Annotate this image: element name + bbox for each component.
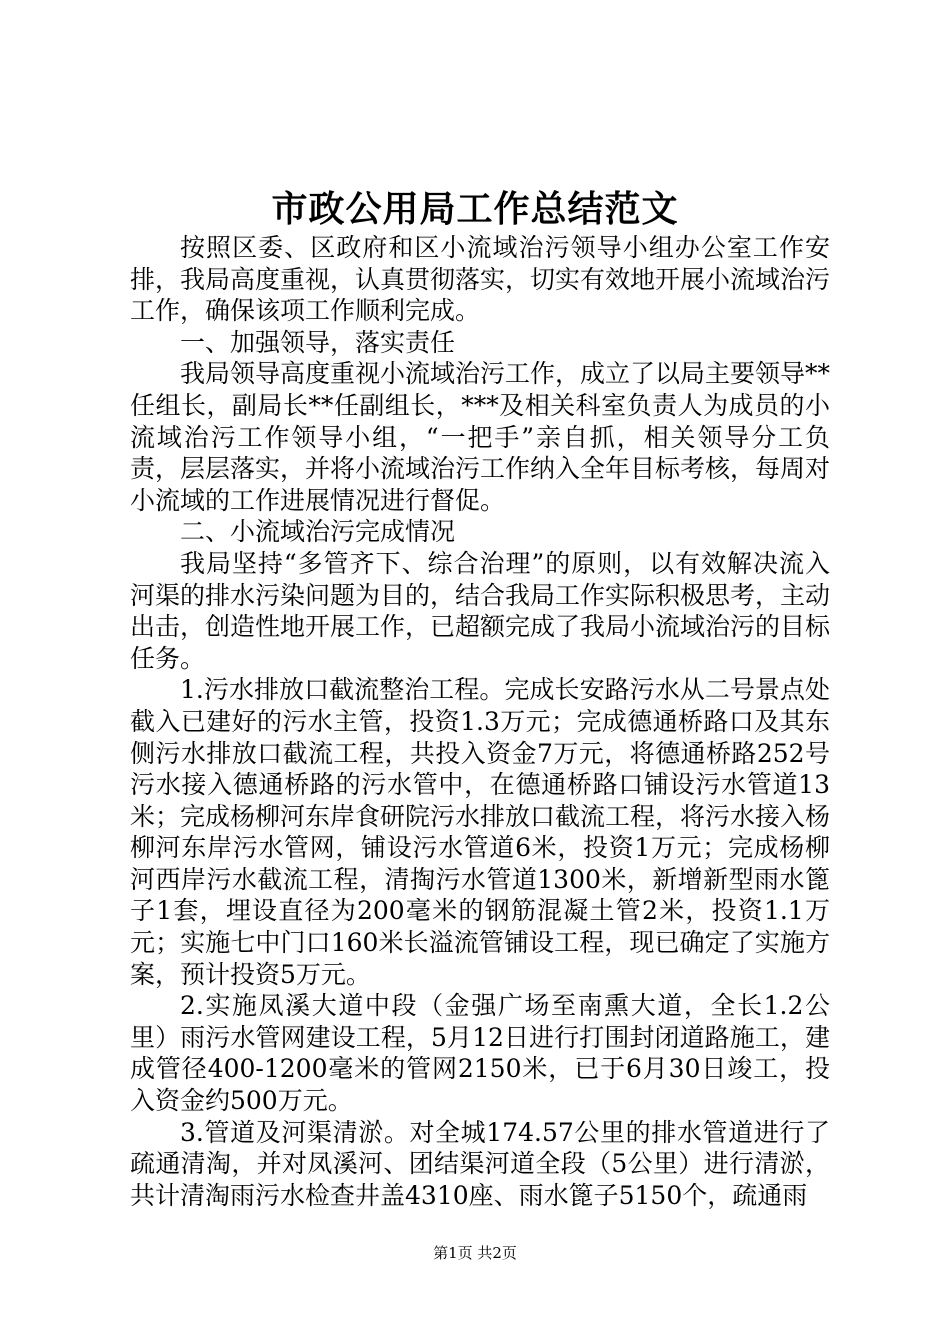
document-body — [130, 232, 830, 1211]
section-heading-2: 二、小流域治污完成情况 — [180, 517, 456, 547]
paragraph-principle: 我局坚持“多管齐下、综合治理”的原则，以有效解决流入河渠的排水污染问题为目的，结合我局工作实际积极思考，主动出击，创造性地开展工作，已超额完成了我局小流域治污的目标任务。 — [130, 548, 831, 673]
paragraph-intro: 按照区委、区政府和区小流域治污领导小组办公室工作安排，我局高度重视，认真贯彻落实，切实有效地开展小流域治污工作，确保该项工作顺利完成。 — [130, 233, 831, 326]
page-number-footer: 第1页 共2页 — [433, 1244, 517, 1262]
paragraph-leadership: 我局领导高度重视小流域治污工作，成立了以局主要领导**任组长，副局长**任副组长，***及相关科室负责人为成员的小流域治污工作领导小组，“一把手”亲自抓，相关领导分工负责，层层落实，并将小流域治污工作纳入全年目标考核，每周对小流域的工作进展情况进行督促。 — [130, 359, 831, 515]
paragraph-item-1: 1.污水排放口截流整治工程。完成长安路污水从二号景点处截入已建好的污水主管，投资1.3万元；完成德通桥路口及其东侧污水排放口截流工程，共投入资金7万元，将德通桥路252号污水接入德通桥路的污水管中，在德通桥路口铺设污水管道13米；完成杨柳河东岸食研院污水排放口截流工程，将污水接入杨柳河东岸污水管网，铺设污水管道6米，投资1万元；完成杨柳河西岸污水截流工程，清掏污水管道1300米，新增新型雨水篦子1套，埋设直径为200毫米的钢筋混凝土管2米，投资1.1万元；实施七中门口160米长溢流管铺设工程，现已确定了实施方案，预计投资5万元。 — [130, 675, 831, 989]
document-title: 市政公用局工作总结范文 — [271, 188, 679, 230]
paragraph-item-3: 3.管道及河渠清淤。对全城174.57公里的排水管道进行了疏通清淘，并对凤溪河、团结渠河道全段（5公里）进行清淤，共计清淘雨污水检查井盖4310座、雨水篦子5150个，疏通雨 — [130, 1117, 830, 1210]
section-heading-1: 一、加强领导，落实责任 — [180, 327, 456, 357]
paragraph-item-2: 2.实施凤溪大道中段（金强广场至南熏大道，全长1.2公里）雨污水管网建设工程，5月12日进行打围封闭道路施工，建成管径400-1200毫米的管网2150米，已于6月30日竣工，投入资金约500万元。 — [130, 991, 830, 1116]
